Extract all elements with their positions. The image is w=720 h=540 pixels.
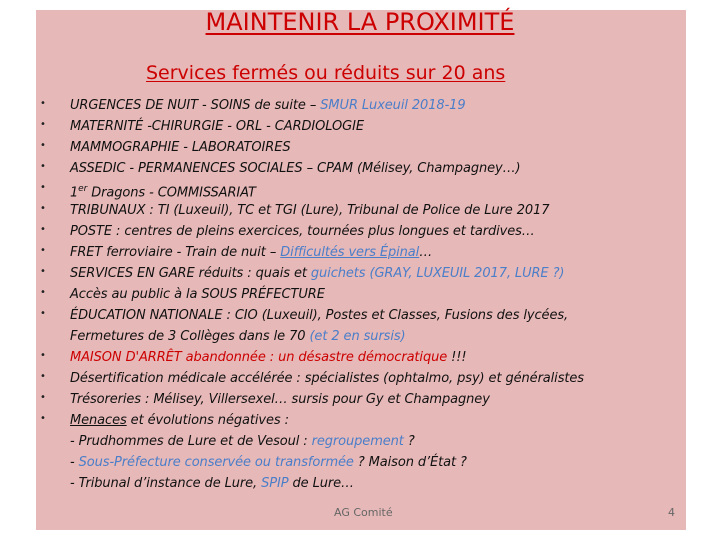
item-highlight: (et 2 en sursis): [309, 329, 406, 344]
item-text: Fermetures de 3 Collèges dans le 70: [70, 329, 310, 344]
list-item: [0, 137, 720, 158]
item-text: Accès au public à la SOUS PRÉFECTURE: [70, 287, 325, 302]
list-item-continuation: [0, 326, 720, 347]
bullet-icon: •: [40, 245, 46, 256]
item-text: MATERNITÉ -CHIRURGIE - ORL - CARDIOLOGIE: [70, 119, 364, 134]
list-subitem: [0, 452, 720, 473]
item-text: ÉDUCATION NATIONALE : CIO (Luxeuil), Postes et Classes, Fusions des lycées,: [70, 308, 569, 323]
item-highlight: SMUR Luxeuil 2018-19: [320, 98, 466, 113]
list-item: [0, 305, 720, 326]
bullet-icon: •: [40, 371, 46, 382]
list-item: [0, 95, 720, 116]
list-item: [0, 242, 720, 263]
list-item: [0, 410, 720, 431]
list-subitem: [0, 431, 720, 452]
item-text: - Tribunal d’instance de Lure,: [70, 476, 262, 491]
bullet-icon: •: [40, 161, 46, 172]
bullet-icon: •: [40, 119, 46, 130]
bullet-icon: •: [40, 392, 46, 403]
list-item: [0, 263, 720, 284]
item-text: ? Maison d’État ?: [353, 455, 467, 470]
item-highlight: SPIP: [261, 476, 289, 491]
list-item: [0, 221, 720, 242]
item-text: SERVICES EN GARE réduits : quais et: [70, 266, 311, 281]
item-text: ?: [403, 434, 415, 449]
list-item: [0, 389, 720, 410]
item-text: !!!: [447, 350, 467, 365]
list-item: [0, 368, 720, 389]
bullet-icon: •: [40, 182, 46, 193]
bullet-icon: •: [40, 413, 46, 424]
item-text: et évolutions négatives :: [126, 413, 289, 428]
bullet-icon: •: [40, 266, 46, 277]
item-highlight: Difficultés vers Épinal: [280, 245, 420, 260]
item-text: 1: [70, 185, 79, 201]
item-text: TRIBUNAUX : TI (Luxeuil), TC et TGI (Lure), Tribunal de Police de Lure 2017: [70, 203, 550, 218]
item-text: MAMMOGRAPHIE - LABORATOIRES: [70, 140, 291, 155]
bullet-icon: •: [40, 140, 46, 151]
list-item: [0, 347, 720, 368]
item-text: Trésoreries : Mélisey, Villersexel… sursis pour Gy et Champagney: [70, 392, 490, 407]
footer-label: AG Comité: [334, 506, 393, 519]
item-superscript: er: [78, 184, 88, 194]
item-text: de Lure…: [288, 476, 354, 491]
item-highlight: guichets (GRAY, LUXEUIL 2017, LURE ?): [310, 266, 565, 281]
item-highlight: regroupement: [311, 434, 404, 449]
item-text: URGENCES DE NUIT - SOINS de suite –: [70, 98, 321, 113]
bullet-icon: •: [40, 98, 46, 109]
page-number: 4: [668, 506, 675, 519]
item-text: - Prudhommes de Lure et de Vesoul :: [70, 434, 312, 449]
bullet-icon: •: [40, 203, 46, 214]
item-text: FRET ferroviaire - Train de nuit –: [70, 245, 281, 260]
bullet-icon: •: [40, 308, 46, 319]
bullet-icon: •: [40, 224, 46, 235]
bullet-icon: •: [40, 350, 46, 361]
list-item: [0, 158, 720, 179]
list-item: [0, 116, 720, 137]
list-item: [0, 179, 720, 200]
item-text: …: [419, 245, 433, 260]
item-text: ASSEDIC - PERMANENCES SOCIALES – CPAM (Mélisey, Champagney…): [70, 161, 521, 176]
slide-title: MAINTENIR LA PROXIMITÉ: [205, 8, 515, 36]
bullet-icon: •: [40, 287, 46, 298]
slide-subtitle: Services fermés ou réduits sur 20 ans: [146, 62, 506, 84]
item-text: POSTE : centres de pleins exercices, tournées plus longues et tardives…: [70, 224, 535, 239]
item-highlight: MAISON D'ARRÊT abandonnée : un désastre démocratique: [70, 350, 448, 365]
item-text: Désertification médicale accélérée : spécialistes (ophtalmo, psy) et généralistes: [70, 371, 584, 386]
item-highlight: Sous-Préfecture conservée ou transformée: [78, 455, 354, 470]
list-item: [0, 200, 720, 221]
list-item: [0, 284, 720, 305]
list-subitem: [0, 473, 720, 494]
item-text: Menaces: [70, 413, 127, 428]
item-text: -: [70, 455, 79, 470]
item-text: Dragons - COMMISSARIAT: [87, 185, 256, 201]
